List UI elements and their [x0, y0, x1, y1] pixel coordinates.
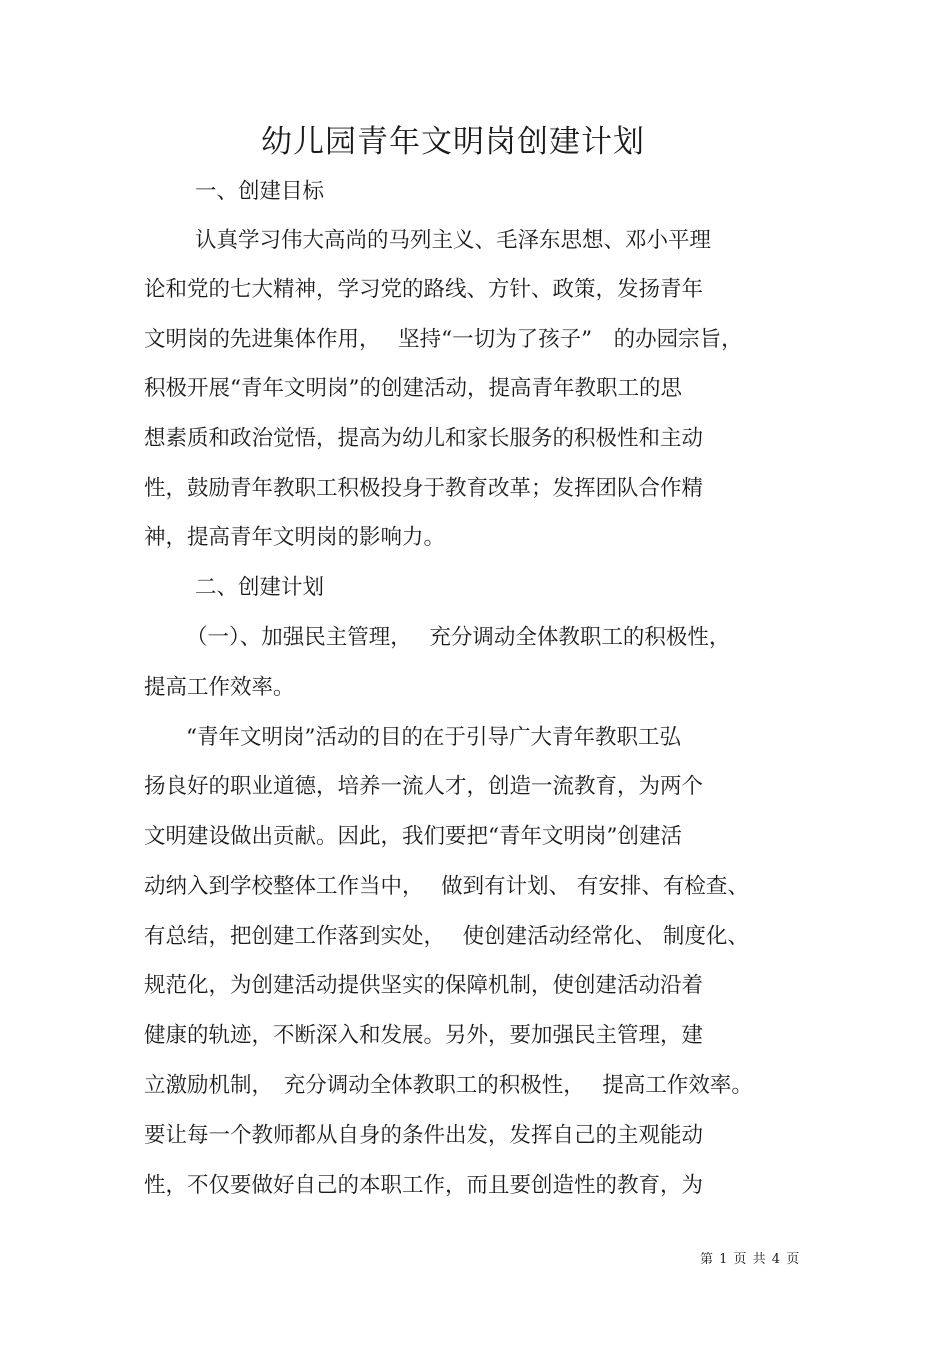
text-line: 认真学习伟大高尚的马列主义、毛泽东思想、邓小平理	[195, 228, 712, 253]
document-title: 幼儿园青年文明岗创建计划	[261, 124, 645, 160]
text-line: 性，不仅要做好自己的本职工作，而且要创造性的教育，为	[144, 1173, 704, 1198]
text-line: 积极开展“青年文明岗”的创建活动，提高青年教职工的思	[144, 376, 682, 401]
text-line: 性，鼓励青年教职工积极投身于教育改革；发挥团队合作精	[144, 476, 704, 501]
text-line: 有总结，把创建工作落到实处， 使创建活动经常化、 制度化、	[144, 924, 749, 949]
text-line: 论和党的七大精神，学习党的路线、方针、政策，发扬青年	[144, 277, 704, 302]
text-line: 扬良好的职业道德，培养一流人才，创造一流教育，为两个	[144, 774, 704, 799]
text-line: 文明岗的先进集体作用， 坚持“一切为了孩子” 的办园宗旨，	[144, 327, 743, 352]
text-line: 要让每一个教师都从自身的条件出发，发挥自己的主观能动	[144, 1123, 704, 1148]
text-line: 神，提高青年文明岗的影响力。	[144, 525, 446, 550]
page-number-footer: 第 1 页 共 4 页	[700, 1252, 800, 1267]
text-line: 文明建设做出贡献。因此，我们要把“青年文明岗”创建活	[144, 824, 682, 849]
text-line: 想素质和政治觉悟，提高为幼儿和家长服务的积极性和主动	[144, 426, 704, 451]
text-line: 规范化，为创建活动提供坚实的保障机制，使创建活动沿着	[144, 973, 704, 998]
text-line: 立激励机制， 充分调动全体教职工的积极性， 提高工作效率。	[144, 1073, 753, 1098]
subheading-line: （一）、加强民主管理， 充分调动全体教职工的积极性，	[186, 625, 731, 650]
heading-creation-goal: 一、创建目标	[195, 179, 325, 204]
heading-creation-plan: 二、创建计划	[195, 575, 325, 600]
text-line: 健康的轨迹，不断深入和发展。另外，要加强民主管理，建	[144, 1023, 704, 1048]
text-line: “青年文明岗”活动的目的在于引导广大青年教职工弘	[186, 725, 681, 750]
text-line: 动纳入到学校整体工作当中， 做到有计划、 有安排、有检查、	[144, 874, 749, 899]
subheading-line: 提高工作效率。	[144, 675, 295, 700]
